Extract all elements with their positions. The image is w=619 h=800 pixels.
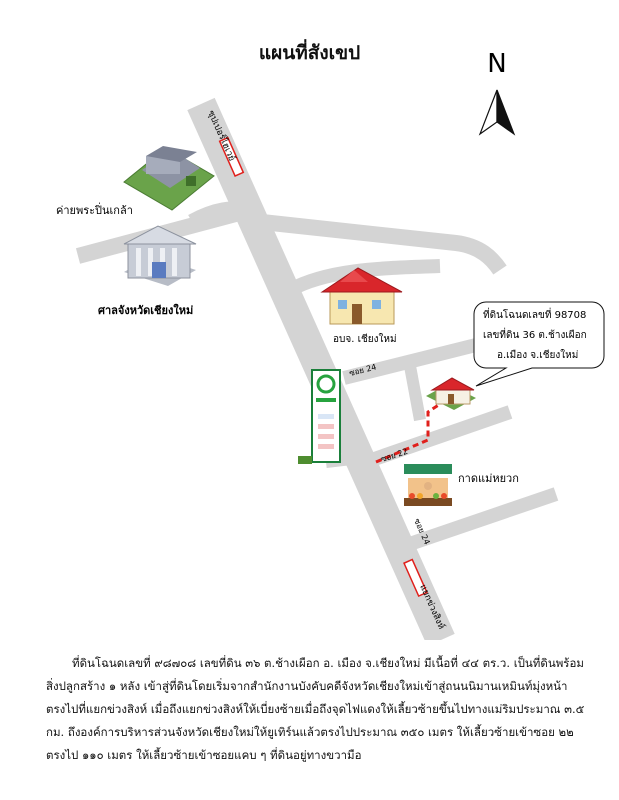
road-lane (410, 366, 420, 420)
road-label-soi24b: ซอย 24 (412, 517, 432, 547)
callout-line-3: อ.เมือง จ.เชียงใหม่ (497, 350, 579, 361)
callout-line-1: ที่ดินโฉนดเลขที่ 98708 (483, 310, 587, 321)
camp-label: ค่ายพระปิ่นเกล้า (56, 204, 133, 217)
gas-station-sign-icon (298, 370, 340, 464)
court-label: ศาลจังหวัดเชียงใหม่ (98, 304, 194, 317)
description-paragraph: ที่ดินโฉนดเลขที่ ๙๘๗๐๘ เลขที่ดิน ๓๖ ต.ช้างเผือก อ. เมือง จ.เชียงใหม่ มีเนื้อที่ ๔๔ ตร.ว. เป็นที่ดินพร้อมสิ่งปลูกสร้าง ๑ หลัง เข้าสู่ที่ดินโดยเริ่มจากสำนักงานบังคับคดีจังหวัดเชียงใหม่เข้าสู่ถนนนิมานเหมินท์มุ่งหน้าตรงไปที่แยกข่วงสิงห์ เมื่อถึงแยกข่วงสิงห์ให้เบี่ยงซ้ายเมื่อถึงจุดไฟแดงให้เลี้ยวซ้ายขึ้นไปทางแม่ริมประมาณ ๓.๕ กม. ถึงองค์การบริหารส่วนจังหวัดเชียงใหม่ให้ยูเทิร์นแล้วตรงไปประมาณ ๓๕๐ เมตร ให้เลี้ยวซ้ายเข้าซอย ๒๒ ตรงไป ๑๑๐ เมตร ให้เลี้ยวซ้ายเข้าซอยแคบ ๆ ที่ดินอยู่ทางขวามือ (46, 656, 585, 762)
north-label: N (487, 49, 507, 79)
market-label: กาดแม่หยวก (458, 472, 519, 485)
road-label-lower: แยกข่วงสิงห์ (417, 583, 446, 632)
plot-callout (474, 302, 604, 386)
description-text (46, 652, 586, 767)
plot-house-icon (426, 378, 476, 410)
road-label-soi24a: ซอย 24 (348, 362, 378, 378)
page-title: แผนที่สังเขป (258, 42, 361, 64)
road-label-soi22: ซอย 22 (379, 446, 409, 464)
camp-building-icon (124, 146, 214, 210)
callout-line-2: เลขที่ดิน 36 ต.ช้างเผือก (483, 330, 587, 341)
market-stall-icon (404, 464, 452, 506)
office-label: อบจ. เชียงใหม่ (333, 334, 397, 345)
road-label-upper: ซุปเปอร์ไฮเวย์ (205, 109, 237, 163)
north-arrow-icon (480, 90, 514, 134)
